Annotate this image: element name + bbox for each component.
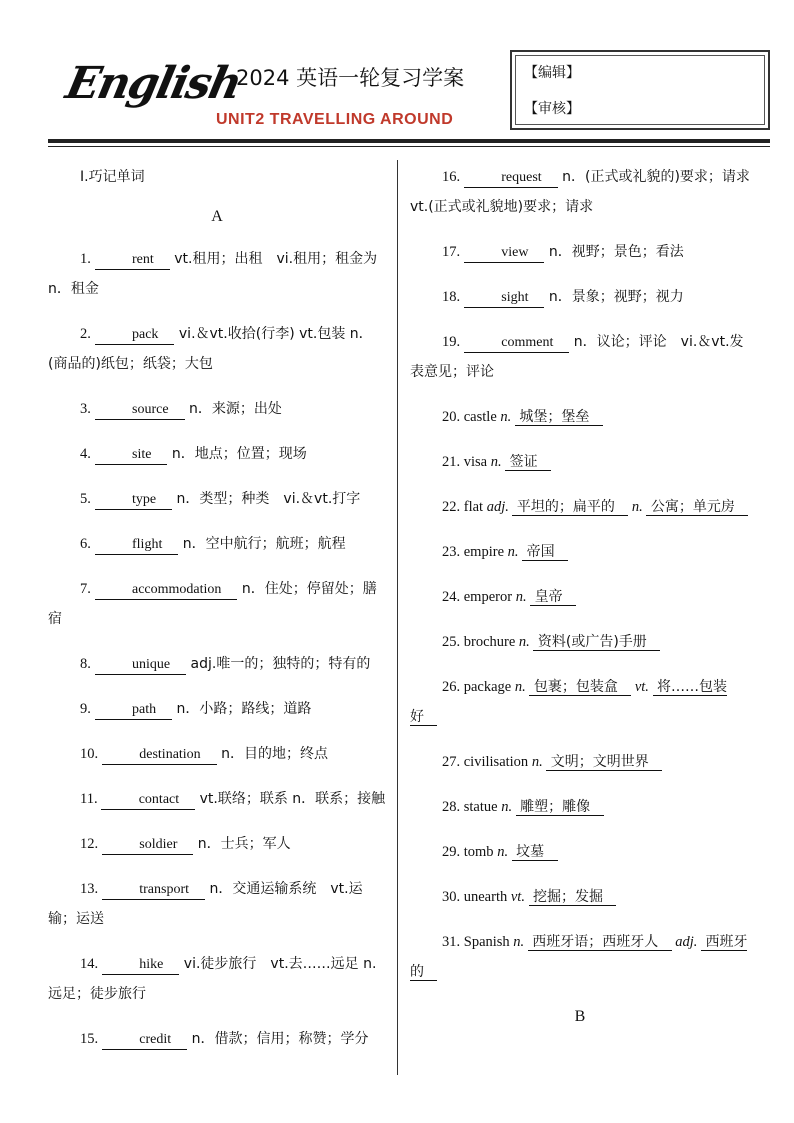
entry-number: 25. (442, 634, 464, 650)
entry-definition: n．来源；出处 (184, 401, 282, 417)
entry-definition: n．住处；停留处；膳宿 (48, 581, 377, 627)
entry-definition: n．交通运输系统 vt.运输；运送 (48, 881, 363, 927)
right-top-entry-list (410, 162, 750, 387)
answer-blank: accommodation (95, 581, 238, 600)
entry-word: empire (463, 544, 508, 560)
entry-pos: adj. (486, 499, 513, 515)
entry-number: 5. (80, 491, 95, 507)
entry-definition: n．借款；信用；称赞；学分 (187, 1031, 369, 1047)
entry-pos: vt. (510, 889, 529, 905)
right-entry (410, 582, 750, 612)
entry-word: package (463, 679, 515, 695)
entry-number: 17. (442, 244, 464, 260)
entry-pos: n. (497, 844, 512, 860)
entry-pos: n. (490, 454, 506, 470)
entry-definition: n．议论；评论 vi.＆vt.发表意见；评论 (410, 334, 744, 380)
right-entry (410, 672, 750, 732)
entry-pos: n. (507, 544, 523, 560)
answer-underlined: 平坦的；扁平的 (512, 499, 629, 515)
left-entry (48, 784, 386, 814)
answer-blank: site (95, 446, 168, 465)
entry-number: 14. (80, 956, 102, 972)
entry-pos: n. (500, 409, 515, 425)
entry-number: 6. (80, 536, 95, 552)
entry-number: 24. (442, 589, 464, 605)
entry-pos-2: vt. (631, 679, 653, 695)
right-entry-list (410, 402, 750, 987)
right-top-entry (410, 162, 750, 222)
reviewer-label: 【审核】 (524, 101, 580, 117)
entry-number: 10. (80, 746, 102, 762)
entry-number: 18. (442, 289, 464, 305)
entry-number: 15. (80, 1031, 102, 1047)
left-entry (48, 694, 386, 724)
right-entry (410, 882, 750, 912)
entry-number: 29. (442, 844, 464, 860)
left-entry (48, 739, 386, 769)
entry-word: tomb (463, 844, 498, 860)
header-rule-thin (48, 146, 770, 147)
entry-pos: n. (531, 754, 547, 770)
part-b-label: B (574, 1008, 586, 1025)
answer-blank: contact (101, 791, 195, 810)
entry-definition: vt.租用；出租 vi.租用；租金为 n．租金 (48, 251, 378, 297)
entry-number: 11. (80, 791, 102, 807)
entry-number: 30. (442, 889, 464, 905)
entry-definition: vi.徒步旅行 vt.去……远足 n.远足；徒步旅行 (48, 956, 377, 1002)
answer-underlined: 皇帝 (530, 589, 576, 605)
entry-pos-2: adj. (671, 934, 702, 950)
answer-blank: source (95, 401, 185, 420)
answer-underlined: 资料(或广告)手册 (533, 634, 661, 650)
answer-blank: rent (95, 251, 170, 270)
entry-pos: n. (518, 634, 534, 650)
entry-pos-2: n. (628, 499, 647, 515)
answer-underlined: 挖掘；发掘 (528, 889, 617, 905)
document-title: 2024 英语一轮复习学案 (236, 66, 465, 90)
left-entry (48, 574, 386, 634)
right-entry (410, 747, 750, 777)
entry-number: 28. (442, 799, 464, 815)
entry-number: 23. (442, 544, 464, 560)
entry-word: emperor (463, 589, 516, 605)
left-entry (48, 829, 386, 859)
entry-pos: n. (514, 679, 530, 695)
column-divider (397, 160, 398, 1075)
left-entry (48, 529, 386, 559)
entry-number: 20. (442, 409, 464, 425)
answer-underlined: 西班牙语；西班牙人 (527, 934, 672, 950)
entry-definition: vt.联络；联系 n．联系；接触 (195, 791, 386, 807)
entry-number: 26. (442, 679, 464, 695)
entry-number: 22. (442, 499, 464, 515)
right-entry (410, 492, 750, 522)
entry-number: 12. (80, 836, 102, 852)
left-entry (48, 874, 386, 934)
entry-number: 4. (80, 446, 95, 462)
entry-number: 21. (442, 454, 464, 470)
unit-title: UNIT2 TRAVELLING AROUND (216, 111, 454, 128)
answer-underlined: 坟墓 (511, 844, 558, 860)
left-entry (48, 394, 386, 424)
answer-underlined: 帝国 (522, 544, 568, 560)
left-entry (48, 244, 386, 304)
entry-number: 9. (80, 701, 95, 717)
answer-blank: path (95, 701, 173, 720)
right-entry (410, 402, 750, 432)
answer-underlined-2: 公寓；单元房 (646, 499, 749, 515)
answer-underlined: 签证 (505, 454, 552, 470)
answer-blank: request (464, 169, 558, 188)
section-heading: Ⅰ.巧记单词 (80, 169, 145, 185)
entry-word: unearth (463, 889, 511, 905)
entry-number: 8. (80, 656, 95, 672)
answer-blank: view (464, 244, 545, 263)
entry-word: castle (463, 409, 501, 425)
right-entry (410, 447, 750, 477)
entry-number: 1. (80, 251, 95, 267)
right-entry (410, 792, 750, 822)
editor-label: 【编辑】 (524, 65, 580, 81)
entry-definition: n．小路；路线；道路 (172, 701, 312, 717)
answer-blank: hike (102, 956, 180, 975)
answer-blank: type (95, 491, 173, 510)
entry-definition: n．类型；种类 vi.＆vt.打字 (172, 491, 361, 507)
entry-number: 7. (80, 581, 95, 597)
right-entry (410, 837, 750, 867)
right-entry (410, 627, 750, 657)
left-entry (48, 949, 386, 1009)
english-logo: English (61, 58, 245, 109)
answer-blank: credit (102, 1031, 187, 1050)
entry-number: 31. (442, 934, 464, 950)
entry-number: 13. (80, 881, 102, 897)
answer-underlined: 雕塑；雕像 (515, 799, 604, 815)
entry-definition: n．目的地；终点 (216, 746, 329, 762)
answer-underlined-2: 西班牙的 (410, 934, 748, 980)
entry-definition: vi.＆vt.收拾(行李) vt.包装 n．(商品的)纸包；纸袋；大包 (48, 326, 373, 372)
answer-underlined: 文明；文明世界 (546, 754, 663, 770)
answer-blank: transport (102, 881, 205, 900)
entry-pos: n. (501, 799, 516, 815)
entry-pos: n. (515, 589, 531, 605)
entry-word: flat (463, 499, 487, 515)
answer-blank: sight (464, 289, 545, 308)
entry-definition: n．视野；景色；看法 (544, 244, 684, 260)
left-entry (48, 439, 386, 469)
left-entry (48, 319, 386, 379)
answer-underlined: 城堡；堡垒 (514, 409, 603, 425)
left-entry (48, 484, 386, 514)
answer-blank: soldier (102, 836, 194, 855)
answer-underlined-2: 将……包装好 (410, 679, 727, 725)
right-top-entry (410, 327, 750, 387)
answer-blank: pack (95, 326, 175, 345)
entry-number: 2. (80, 326, 95, 342)
entry-definition: n．景象；视野；视力 (544, 289, 684, 305)
right-column (410, 162, 750, 1044)
entry-word: statue (463, 799, 502, 815)
entry-number: 3. (80, 401, 95, 417)
right-top-entry (410, 282, 750, 312)
entry-word: civilisation (463, 754, 532, 770)
entry-number: 19. (442, 334, 464, 350)
answer-underlined: 包裹；包装盒 (529, 679, 632, 695)
entry-number: 27. (442, 754, 464, 770)
header-rule-thick (48, 139, 770, 143)
entry-definition: adj.唯一的；独特的；特有的 (186, 656, 371, 672)
entry-word: Spanish (463, 934, 514, 950)
left-column (48, 162, 386, 1069)
answer-blank: destination (102, 746, 217, 765)
right-entry (410, 927, 750, 987)
entry-definition: n．士兵；军人 (193, 836, 291, 852)
entry-word: visa (463, 454, 491, 470)
answer-blank: unique (95, 656, 187, 675)
answer-blank: flight (95, 536, 179, 555)
right-entry (410, 537, 750, 567)
left-entry-list (48, 244, 386, 1054)
entry-definition: n．(正式或礼貌的)要求；请求 vt.(正式或礼貌地)要求；请求 (410, 169, 750, 215)
entry-definition: n．地点；位置；现场 (167, 446, 307, 462)
entry-definition: n．空中航行；航班；航程 (178, 536, 346, 552)
entry-pos: n. (513, 934, 528, 950)
left-entry (48, 649, 386, 679)
entry-number: 16. (442, 169, 464, 185)
right-top-entry (410, 237, 750, 267)
part-a-label: A (211, 208, 223, 225)
entry-word: brochure (463, 634, 519, 650)
editor-box (510, 50, 770, 130)
answer-blank: comment (464, 334, 570, 353)
left-entry (48, 1024, 386, 1054)
